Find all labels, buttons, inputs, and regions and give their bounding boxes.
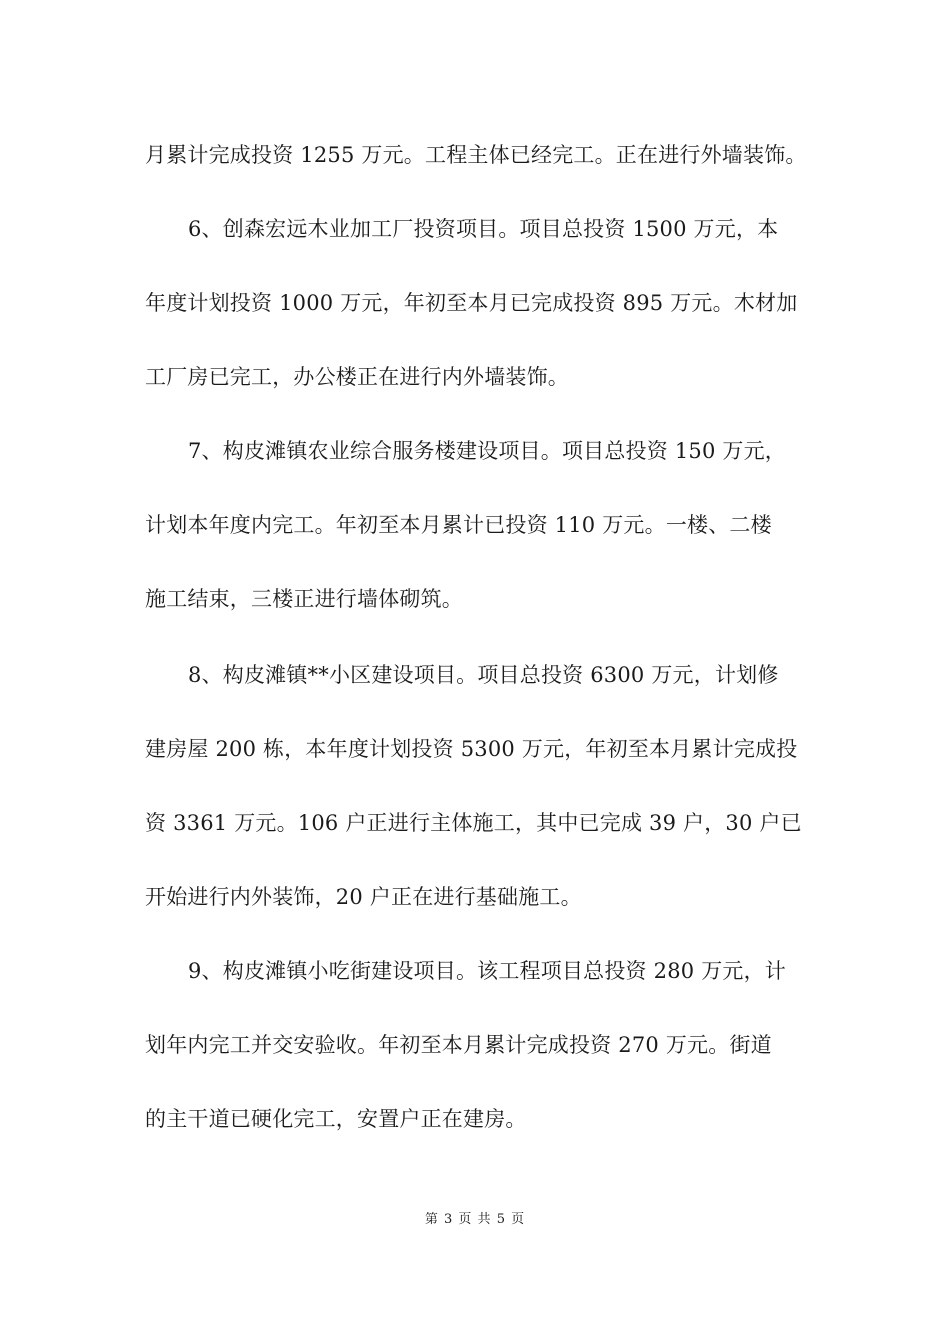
paragraph-line: 计划本年度内完工。年初至本月累计已投资 110 万元。一楼、二楼 (145, 513, 772, 537)
paragraph-line: 年度计划投资 1000 万元，年初至本月已完成投资 895 万元。木材加 (145, 291, 798, 315)
paragraph-line: 月累计完成投资 1255 万元。工程主体已经完工。正在进行外墙装饰。 (145, 143, 807, 167)
paragraph-line: 6、创森宏远木业加工厂投资项目。项目总投资 1500 万元，本 (188, 217, 779, 241)
paragraph-line: 8、构皮滩镇**小区建设项目。项目总投资 6300 万元，计划修 (188, 663, 779, 687)
page-footer: 第 3 页 共 5 页 (424, 1212, 526, 1227)
paragraph-line: 开始进行内外装饰，20 户正在进行基础施工。 (145, 885, 582, 909)
paragraph-line: 施工结束，三楼正进行墙体砌筑。 (145, 587, 463, 611)
paragraph-line: 建房屋 200 栋，本年度计划投资 5300 万元，年初至本月累计完成投 (145, 737, 798, 761)
paragraph-line: 7、构皮滩镇农业综合服务楼建设项目。项目总投资 150 万元， (188, 439, 786, 463)
paragraph-line: 资 3361 万元。106 户正进行主体施工，其中已完成 39 户，30 户已 (145, 811, 802, 835)
paragraph-line: 9、构皮滩镇小吃街建设项目。该工程项目总投资 280 万元，计 (188, 959, 786, 983)
paragraph-line: 划年内完工并交安验收。年初至本月累计完成投资 270 万元。街道 (145, 1033, 772, 1057)
paragraph-line: 工厂房已完工，办公楼正在进行内外墙装饰。 (145, 365, 569, 389)
paragraph-line: 的主干道已硬化完工，安置户正在建房。 (145, 1107, 527, 1131)
